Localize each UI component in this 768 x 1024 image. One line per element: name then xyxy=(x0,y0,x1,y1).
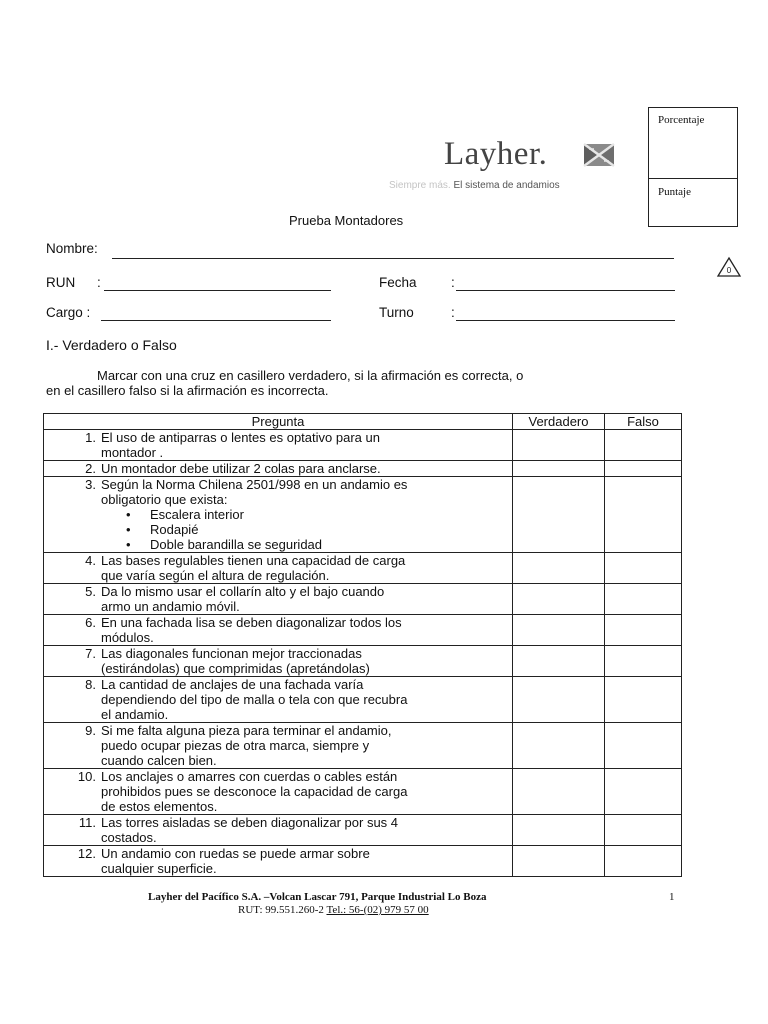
section-title: I.- Verdadero o Falso xyxy=(46,337,177,353)
question-number-spacer xyxy=(44,599,96,614)
run-field[interactable] xyxy=(104,290,331,291)
table-row xyxy=(44,846,682,877)
question-number-spacer xyxy=(44,661,96,676)
false-checkbox-cell[interactable] xyxy=(605,723,682,769)
score-box xyxy=(648,107,738,227)
question-text: prohibidos pues se desconoce la capacidad de carga xyxy=(101,784,408,799)
date-field[interactable] xyxy=(456,290,675,291)
question-text: Las diagonales funcionan mejor traccionadas xyxy=(101,646,362,661)
question-number-spacer xyxy=(44,861,96,876)
question-text: Las bases regulables tienen una capacidad de carga xyxy=(101,553,406,568)
cargo-label: Cargo : xyxy=(46,305,91,320)
date-label: Fecha xyxy=(379,275,417,290)
table-row xyxy=(44,584,682,615)
footer-phone: Tel.: 56-(02) 979 57 00 xyxy=(326,904,429,916)
question-text: Las torres aisladas se deben diagonalizar por sus 4 xyxy=(101,815,399,830)
false-checkbox-cell[interactable] xyxy=(605,615,682,646)
table-row xyxy=(44,461,682,477)
false-checkbox-cell[interactable] xyxy=(605,846,682,877)
bullet-icon: • xyxy=(126,507,131,522)
question-cell xyxy=(44,615,513,646)
bullet-icon: • xyxy=(126,522,131,537)
true-checkbox-cell[interactable] xyxy=(513,769,605,815)
question-number: 6. xyxy=(85,615,96,630)
question-text: cualquier superficie. xyxy=(101,861,217,876)
true-checkbox-cell[interactable] xyxy=(513,461,605,477)
brand-tagline xyxy=(389,180,560,191)
brand-logo-text: Layher. xyxy=(444,136,548,172)
shift-label: Turno xyxy=(379,305,414,320)
question-number-spacer xyxy=(44,707,96,722)
question-number-spacer xyxy=(44,799,96,814)
question-text: módulos. xyxy=(101,630,154,645)
table-row xyxy=(44,430,682,461)
instructions-line-1: Marcar con una cruz en casillero verdadero, si la afirmación es correcta, o xyxy=(97,368,524,383)
percentage-cell[interactable] xyxy=(649,108,737,179)
question-text: En una fachada lisa se deben diagonalizar todos los xyxy=(101,615,402,630)
table-row xyxy=(44,677,682,723)
true-checkbox-cell[interactable] xyxy=(513,677,605,723)
question-text: armo un andamio móvil. xyxy=(101,599,240,614)
footer-contact xyxy=(238,904,429,916)
question-number: 1. xyxy=(85,430,96,445)
table-row xyxy=(44,769,682,815)
layher-mark-icon xyxy=(583,143,615,172)
true-checkbox-cell[interactable] xyxy=(513,477,605,553)
footer-rut: RUT: 99.551.260-2 xyxy=(238,904,324,916)
question-text: Los anclajes o amarres con cuerdas o cables están xyxy=(101,769,398,784)
true-checkbox-cell[interactable] xyxy=(513,723,605,769)
question-text: obligatorio que exista: xyxy=(101,492,228,507)
false-checkbox-cell[interactable] xyxy=(605,553,682,584)
question-text: La cantidad de anclajes de una fachada varía xyxy=(101,677,364,692)
question-number-spacer xyxy=(44,738,96,753)
table-row xyxy=(44,477,682,553)
false-checkbox-cell[interactable] xyxy=(605,477,682,553)
question-number-spacer xyxy=(44,492,96,507)
true-false-table xyxy=(43,413,682,877)
question-number: 10. xyxy=(77,769,96,784)
shift-field[interactable] xyxy=(456,320,675,321)
question-cell xyxy=(44,461,513,477)
percentage-label: Porcentaje xyxy=(658,114,705,126)
question-cell xyxy=(44,477,513,553)
question-cell xyxy=(44,553,513,584)
question-number-spacer xyxy=(44,630,96,645)
true-checkbox-cell[interactable] xyxy=(513,553,605,584)
table-row xyxy=(44,815,682,846)
true-checkbox-cell[interactable] xyxy=(513,815,605,846)
tagline-main: El sistema de andamios xyxy=(453,180,560,191)
run-colon: : xyxy=(97,275,101,290)
warning-triangle-icon xyxy=(716,256,742,283)
name-field[interactable] xyxy=(112,258,674,259)
question-cell xyxy=(44,769,513,815)
date-colon: : xyxy=(451,275,455,290)
run-label: RUN xyxy=(46,275,76,290)
table-row xyxy=(44,723,682,769)
instructions-line-2: en el casillero falso si la afirmación es incorrecta. xyxy=(46,383,329,398)
question-text: que varía según el altura de regulación. xyxy=(101,568,330,583)
header-question: Pregunta xyxy=(44,414,513,430)
question-number: 2. xyxy=(85,461,96,476)
header-false: Falso xyxy=(605,414,682,430)
question-cell xyxy=(44,677,513,723)
table-row xyxy=(44,615,682,646)
question-cell xyxy=(44,584,513,615)
bullet-icon: • xyxy=(126,537,131,552)
true-checkbox-cell[interactable] xyxy=(513,646,605,677)
question-cell xyxy=(44,846,513,877)
question-rows xyxy=(44,430,682,877)
question-number-spacer xyxy=(44,753,96,768)
bullet-text: Rodapié xyxy=(150,522,199,537)
header-true: Verdadero xyxy=(513,414,605,430)
table-row xyxy=(44,553,682,584)
bullet-text: Escalera interior xyxy=(150,507,244,522)
question-text: El uso de antiparras o lentes es optativo para un xyxy=(101,430,380,445)
document-title: Prueba Montadores xyxy=(289,213,404,228)
score-label: Puntaje xyxy=(658,186,691,198)
question-text: (estirándolas) que comprimidas (apretándolas) xyxy=(101,661,370,676)
question-cell xyxy=(44,723,513,769)
question-text: Según la Norma Chilena 2501/998 en un andamio es xyxy=(101,477,408,492)
question-text: Un andamio con ruedas se puede armar sobre xyxy=(101,846,370,861)
tagline-faded: Siempre más. xyxy=(389,180,451,191)
false-checkbox-cell[interactable] xyxy=(605,430,682,461)
question-text: el andamio. xyxy=(101,707,169,722)
svg-text:0: 0 xyxy=(726,266,732,275)
false-checkbox-cell[interactable] xyxy=(605,461,682,477)
question-cell xyxy=(44,646,513,677)
true-checkbox-cell[interactable] xyxy=(513,584,605,615)
question-number: 11. xyxy=(78,815,96,830)
footer-company: Layher del Pacífico S.A. –Volcan Lascar 791, Parque Industrial Lo Boza xyxy=(148,891,487,903)
bullet-text: Doble barandilla se seguridad xyxy=(150,537,323,552)
question-number: 3. xyxy=(85,477,96,492)
question-text: dependiendo del tipo de malla o tela con que recubra xyxy=(101,692,408,707)
table-row xyxy=(44,646,682,677)
true-checkbox-cell[interactable] xyxy=(513,430,605,461)
question-number-spacer xyxy=(44,568,96,583)
question-number: 4. xyxy=(85,553,96,568)
score-cell[interactable] xyxy=(649,178,737,226)
question-number: 8. xyxy=(85,677,96,692)
cargo-field[interactable] xyxy=(101,320,331,321)
question-text: Da lo mismo usar el collarín alto y el bajo cuando xyxy=(101,584,385,599)
question-number-spacer xyxy=(44,784,96,799)
question-number: 9. xyxy=(85,723,96,738)
question-number-spacer xyxy=(44,692,96,707)
false-checkbox-cell[interactable] xyxy=(605,584,682,615)
question-text: montador . xyxy=(101,445,164,460)
question-number: 5. xyxy=(85,584,96,599)
name-label: Nombre: xyxy=(46,241,98,256)
question-cell xyxy=(44,430,513,461)
false-checkbox-cell[interactable] xyxy=(605,815,682,846)
question-text: Un montador debe utilizar 2 colas para anclarse. xyxy=(101,461,381,476)
shift-colon: : xyxy=(451,305,455,320)
true-checkbox-cell[interactable] xyxy=(513,615,605,646)
false-checkbox-cell[interactable] xyxy=(605,646,682,677)
question-number-spacer xyxy=(44,830,96,845)
question-text: costados. xyxy=(101,830,157,845)
true-checkbox-cell[interactable] xyxy=(513,846,605,877)
page-number: 1 xyxy=(669,891,675,903)
question-text: Si me falta alguna pieza para terminar el andamio, xyxy=(101,723,392,738)
question-number-spacer xyxy=(44,445,96,460)
false-checkbox-cell[interactable] xyxy=(605,769,682,815)
question-text: cuando calcen bien. xyxy=(101,753,217,768)
question-cell xyxy=(44,815,513,846)
question-number: 7. xyxy=(85,646,96,661)
table-header-row xyxy=(44,414,682,430)
false-checkbox-cell[interactable] xyxy=(605,677,682,723)
question-text: puedo ocupar piezas de otra marca, siempre y xyxy=(101,738,370,753)
question-text: de estos elementos. xyxy=(101,799,218,814)
question-number: 12. xyxy=(77,846,96,861)
